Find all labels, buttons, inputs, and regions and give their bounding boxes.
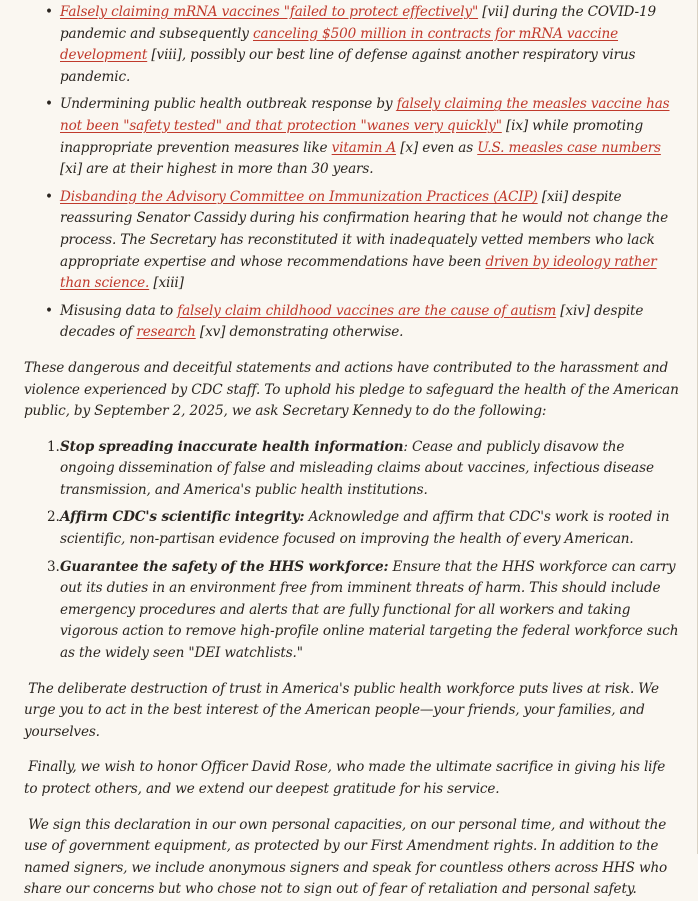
concern-item bbox=[45, 187, 679, 295]
closing-paragraph-signers: We sign this declaration in our own personal capacities, on our personal time, and without the use of government equipment, as protected by our First Amendment rights. In addition to the named signers, we include anonymous signers and speak for countless others across HHS who share our concerns but who chose not to sign out of fear of retaliation and personal safety. bbox=[24, 816, 672, 898]
demand-number: 2. bbox=[47, 509, 60, 526]
body-text: [xv] demonstrating otherwise. bbox=[195, 324, 404, 341]
body-text: [vii] during the COVID-19 pandemic and subsequently bbox=[60, 4, 656, 42]
demand-item bbox=[47, 507, 679, 550]
body-text: [x] even as bbox=[396, 139, 478, 156]
reference-link[interactable]: canceling $500 million in contracts for mRNA vaccine development bbox=[60, 25, 619, 64]
demand-heading: Affirm CDC's scientific integrity: bbox=[60, 509, 305, 526]
document-body bbox=[24, 2, 679, 901]
reference-link[interactable]: research bbox=[136, 324, 196, 341]
demand-text: Ensure that the HHS workforce can carry out its duties in an environment free from imminent threats of harm. This should include emergency procedures and alerts that are fully functional for all workers and taking vigorous action to remove high-profile online material targeting the federal workforce such as the widely seen "DEI watchlists." bbox=[60, 558, 679, 662]
reference-link[interactable]: Falsely claiming mRNA vaccines "failed to protect effectively" bbox=[60, 4, 479, 20]
bullet-icon: • bbox=[45, 96, 53, 113]
concern-item bbox=[45, 2, 679, 88]
reference-link[interactable]: U.S. measles case numbers bbox=[477, 139, 661, 156]
demand-heading: Stop spreading inaccurate health information bbox=[60, 438, 404, 455]
demands-list bbox=[24, 437, 679, 665]
demand-number: 1. bbox=[47, 438, 60, 455]
reference-link[interactable]: falsely claim childhood vaccines are the cause of autism bbox=[177, 302, 557, 319]
demand-item bbox=[47, 437, 679, 502]
intro-paragraph: These dangerous and deceitful statements and actions have contributed to the harassment and violence experienced by CDC staff. To uphold his pledge to safeguard the health of the American public, by September 2, 2025, we ask Secretary Kennedy to do the following: bbox=[24, 359, 679, 420]
concerns-list bbox=[24, 2, 679, 344]
reference-link[interactable]: vitamin A bbox=[331, 139, 397, 156]
demand-number: 3. bbox=[47, 558, 60, 575]
bullet-icon: • bbox=[45, 4, 53, 20]
body-text: [viii], possibly our best line of defense against another respiratory virus pandemic. bbox=[60, 47, 636, 85]
body-text: [ix] while promoting inappropriate prevention measures like bbox=[60, 117, 644, 156]
body-text: Misusing data to bbox=[60, 302, 178, 319]
closing-paragraph-tribute: Finally, we wish to honor Officer David Rose, who made the ultimate sacrifice in giving his life to protect others, and we extend our deepest gratitude for his service. bbox=[24, 759, 670, 797]
body-text: [xiii] bbox=[149, 275, 184, 292]
demand-text: Acknowledge and affirm that CDC's work is rooted in scientific, non-partisan evidence focused on improving the health of every American. bbox=[60, 509, 670, 548]
demand-text: : Cease and publicly disavow the ongoing dissemination of false and misleading claims about vaccines, infectious disease transmission, and America's public health institutions. bbox=[60, 438, 654, 498]
concern-item bbox=[45, 301, 679, 344]
reference-link[interactable]: Disbanding the Advisory Committee on Immunization Practices (ACIP) bbox=[60, 188, 538, 205]
reference-link[interactable]: falsely claiming the measles vaccine has not been "safety tested" and that protection "wanes very quickly" bbox=[60, 96, 670, 134]
reference-link[interactable]: driven by ideology rather than science. bbox=[60, 253, 657, 292]
demand-heading: Guarantee the safety of the HHS workforce: bbox=[60, 558, 389, 575]
closing-paragraph-trust: The deliberate destruction of trust in America's public health workforce puts lives at risk. We urge you to act in the best interest of the American people—your friends, your families, and yourselves. bbox=[24, 680, 664, 740]
concern-item bbox=[45, 94, 679, 180]
body-text: [xi] are at their highest in more than 30 years. bbox=[60, 161, 374, 178]
bullet-icon: • bbox=[45, 188, 53, 205]
body-text: [xii] despite reassuring Senator Cassidy during his confirmation hearing that he would not change the process. The Secretary has reconstituted it with inadequately vetted members who lack appropriate expertise and whose recommendations have been bbox=[60, 188, 669, 270]
bullet-icon: • bbox=[45, 302, 53, 319]
demand-item bbox=[47, 557, 679, 665]
body-text: Undermining public health outbreak response by bbox=[60, 96, 397, 113]
body-text: [xiv] despite decades of bbox=[60, 302, 644, 341]
